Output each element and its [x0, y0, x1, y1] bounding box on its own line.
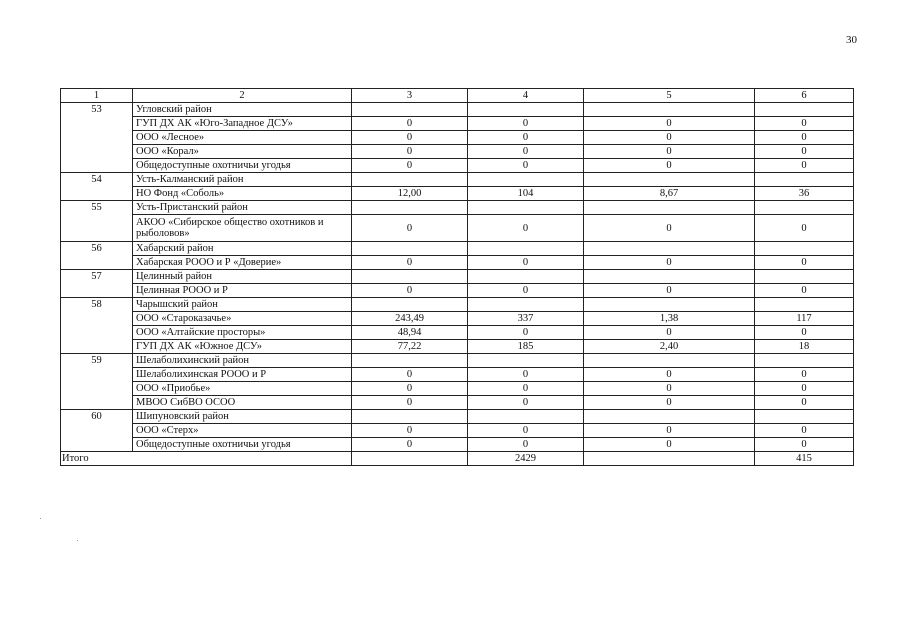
value-cell-c6	[755, 354, 854, 368]
table-body	[61, 89, 854, 466]
value-cell-c6: 36	[755, 187, 854, 201]
value-cell-c4: 0	[468, 326, 584, 340]
table-row	[61, 312, 854, 326]
value-cell-c4: 185	[468, 340, 584, 354]
organization-name-cell: Шелаболихинская РООО и Р	[133, 368, 352, 382]
value-cell-c4	[468, 354, 584, 368]
value-cell-c3: 0	[352, 117, 468, 131]
header-cell: 5	[584, 89, 755, 103]
table-row	[61, 424, 854, 438]
row-number-cell: 60	[61, 410, 133, 452]
district-name-cell: Усть-Пристанский район	[133, 201, 352, 215]
value-cell-c5: 0	[584, 424, 755, 438]
value-cell-c5: 0	[584, 438, 755, 452]
value-cell-c5	[584, 103, 755, 117]
scan-speck	[77, 540, 78, 541]
value-cell-c4: 0	[468, 368, 584, 382]
value-cell-c3: 243,49	[352, 312, 468, 326]
value-cell-c5: 0	[584, 284, 755, 298]
header-cell: 6	[755, 89, 854, 103]
value-cell-c4: 0	[468, 284, 584, 298]
value-cell-c3: 0	[352, 256, 468, 270]
row-number-cell: 54	[61, 173, 133, 201]
table-header-row	[61, 89, 854, 103]
organization-name-cell: ООО «Алтайские просторы»	[133, 326, 352, 340]
value-cell-c6: 0	[755, 326, 854, 340]
data-table	[60, 88, 854, 466]
organization-name-cell: Хабарская РООО и Р «Доверие»	[133, 256, 352, 270]
value-cell-c5: 0	[584, 256, 755, 270]
table-row	[61, 131, 854, 145]
value-cell-c6	[755, 270, 854, 284]
table-row	[61, 340, 854, 354]
value-cell-c4: 104	[468, 187, 584, 201]
header-cell: 3	[352, 89, 468, 103]
value-cell-c3: 48,94	[352, 326, 468, 340]
header-cell: 1	[61, 89, 133, 103]
value-cell-c3	[352, 201, 468, 215]
row-number-cell: 55	[61, 201, 133, 242]
value-cell-c4	[468, 201, 584, 215]
table-row	[61, 284, 854, 298]
value-cell-c3	[352, 103, 468, 117]
organization-name-cell: ООО «Приобье»	[133, 382, 352, 396]
value-cell-c3: 0	[352, 382, 468, 396]
table-row	[61, 410, 854, 424]
value-cell-c5	[584, 270, 755, 284]
district-name-cell: Чарышский район	[133, 298, 352, 312]
table-row	[61, 145, 854, 159]
organization-name-cell: ООО «Стерх»	[133, 424, 352, 438]
value-cell-c6: 0	[755, 284, 854, 298]
value-cell-c4	[468, 173, 584, 187]
table-row	[61, 242, 854, 256]
value-cell-c5: 0	[584, 117, 755, 131]
value-cell-c5: 0	[584, 159, 755, 173]
value-cell-c6	[755, 242, 854, 256]
total-value-c5	[584, 452, 755, 466]
total-value-c6: 415	[755, 452, 854, 466]
value-cell-c4: 0	[468, 117, 584, 131]
value-cell-c3	[352, 298, 468, 312]
value-cell-c3: 0	[352, 131, 468, 145]
value-cell-c4: 0	[468, 256, 584, 270]
value-cell-c6: 0	[755, 396, 854, 410]
header-cell: 2	[133, 89, 352, 103]
organization-name-cell: ООО «Корал»	[133, 145, 352, 159]
row-number-cell: 58	[61, 298, 133, 354]
value-cell-c4: 0	[468, 424, 584, 438]
value-cell-c4: 0	[468, 382, 584, 396]
value-cell-c6: 0	[755, 382, 854, 396]
value-cell-c4: 337	[468, 312, 584, 326]
value-cell-c5: 0	[584, 396, 755, 410]
table-row	[61, 215, 854, 242]
district-name-cell: Угловский район	[133, 103, 352, 117]
value-cell-c6: 0	[755, 256, 854, 270]
value-cell-c6	[755, 410, 854, 424]
table-row	[61, 256, 854, 270]
row-number-cell: 59	[61, 354, 133, 410]
value-cell-c3	[352, 354, 468, 368]
district-name-cell: Усть-Калманский район	[133, 173, 352, 187]
value-cell-c5: 0	[584, 326, 755, 340]
value-cell-c4: 0	[468, 396, 584, 410]
value-cell-c5	[584, 201, 755, 215]
value-cell-c5	[584, 173, 755, 187]
value-cell-c3: 0	[352, 396, 468, 410]
value-cell-c6: 0	[755, 215, 854, 242]
value-cell-c4: 0	[468, 159, 584, 173]
value-cell-c3: 0	[352, 284, 468, 298]
value-cell-c5: 0	[584, 131, 755, 145]
organization-name-cell: МВОО СибВО ОСОО	[133, 396, 352, 410]
value-cell-c6: 117	[755, 312, 854, 326]
table-row	[61, 187, 854, 201]
value-cell-c5	[584, 242, 755, 256]
total-value-c4: 2429	[468, 452, 584, 466]
table-row	[61, 117, 854, 131]
value-cell-c4: 0	[468, 438, 584, 452]
table-row	[61, 103, 854, 117]
value-cell-c5: 0	[584, 382, 755, 396]
district-name-cell: Шелаболихинский район	[133, 354, 352, 368]
district-name-cell: Хабарский район	[133, 242, 352, 256]
value-cell-c5: 8,67	[584, 187, 755, 201]
table-row	[61, 382, 854, 396]
value-cell-c3: 0	[352, 368, 468, 382]
value-cell-c5	[584, 298, 755, 312]
value-cell-c5	[584, 410, 755, 424]
value-cell-c3: 77,22	[352, 340, 468, 354]
value-cell-c6: 0	[755, 368, 854, 382]
value-cell-c4	[468, 103, 584, 117]
row-number-cell: 56	[61, 242, 133, 270]
value-cell-c6: 0	[755, 145, 854, 159]
value-cell-c3: 0	[352, 145, 468, 159]
value-cell-c5: 0	[584, 145, 755, 159]
scan-speck	[40, 518, 41, 519]
table-row	[61, 368, 854, 382]
value-cell-c6: 18	[755, 340, 854, 354]
row-number-cell: 57	[61, 270, 133, 298]
value-cell-c5: 0	[584, 368, 755, 382]
organization-name-cell: ГУП ДХ АК «Юго-Западное ДСУ»	[133, 117, 352, 131]
value-cell-c6	[755, 298, 854, 312]
value-cell-c6: 0	[755, 438, 854, 452]
organization-name-cell: НО Фонд «Соболь»	[133, 187, 352, 201]
table-row	[61, 173, 854, 187]
value-cell-c6: 0	[755, 159, 854, 173]
value-cell-c6	[755, 173, 854, 187]
value-cell-c5: 0	[584, 215, 755, 242]
value-cell-c6: 0	[755, 117, 854, 131]
table-row	[61, 270, 854, 284]
value-cell-c5: 1,38	[584, 312, 755, 326]
value-cell-c4: 0	[468, 215, 584, 242]
table-row	[61, 354, 854, 368]
value-cell-c6	[755, 103, 854, 117]
value-cell-c5: 2,40	[584, 340, 755, 354]
value-cell-c4: 0	[468, 131, 584, 145]
value-cell-c3	[352, 270, 468, 284]
total-label: Итого	[61, 452, 352, 466]
value-cell-c3: 0	[352, 159, 468, 173]
district-name-cell: Шипуновский район	[133, 410, 352, 424]
organization-name-cell: ООО «Староказачье»	[133, 312, 352, 326]
organization-name-cell: АКОО «Сибирское общество охотников и рыболовов»	[133, 215, 352, 242]
value-cell-c3: 0	[352, 215, 468, 242]
value-cell-c4	[468, 270, 584, 284]
value-cell-c3: 0	[352, 438, 468, 452]
value-cell-c5	[584, 354, 755, 368]
organization-name-cell: Общедоступные охотничьи угодья	[133, 438, 352, 452]
value-cell-c3	[352, 410, 468, 424]
row-number-cell: 53	[61, 103, 133, 173]
table-row	[61, 159, 854, 173]
value-cell-c3: 12,00	[352, 187, 468, 201]
table-row	[61, 201, 854, 215]
page-number: 30	[846, 34, 857, 46]
organization-name-cell: Общедоступные охотничьи угодья	[133, 159, 352, 173]
value-cell-c4	[468, 242, 584, 256]
organization-name-cell: ООО «Лесное»	[133, 131, 352, 145]
value-cell-c4	[468, 410, 584, 424]
value-cell-c6: 0	[755, 131, 854, 145]
value-cell-c6: 0	[755, 424, 854, 438]
value-cell-c3	[352, 242, 468, 256]
header-cell: 4	[468, 89, 584, 103]
total-row	[61, 452, 854, 466]
value-cell-c4	[468, 298, 584, 312]
organization-name-cell: Целинная РООО и Р	[133, 284, 352, 298]
value-cell-c6	[755, 201, 854, 215]
table-row	[61, 326, 854, 340]
value-cell-c3	[352, 173, 468, 187]
district-name-cell: Целинный район	[133, 270, 352, 284]
table-row	[61, 438, 854, 452]
table-row	[61, 396, 854, 410]
value-cell-c3: 0	[352, 424, 468, 438]
organization-name-cell: ГУП ДХ АК «Южное ДСУ»	[133, 340, 352, 354]
total-value-c3	[352, 452, 468, 466]
value-cell-c4: 0	[468, 145, 584, 159]
table-row	[61, 298, 854, 312]
